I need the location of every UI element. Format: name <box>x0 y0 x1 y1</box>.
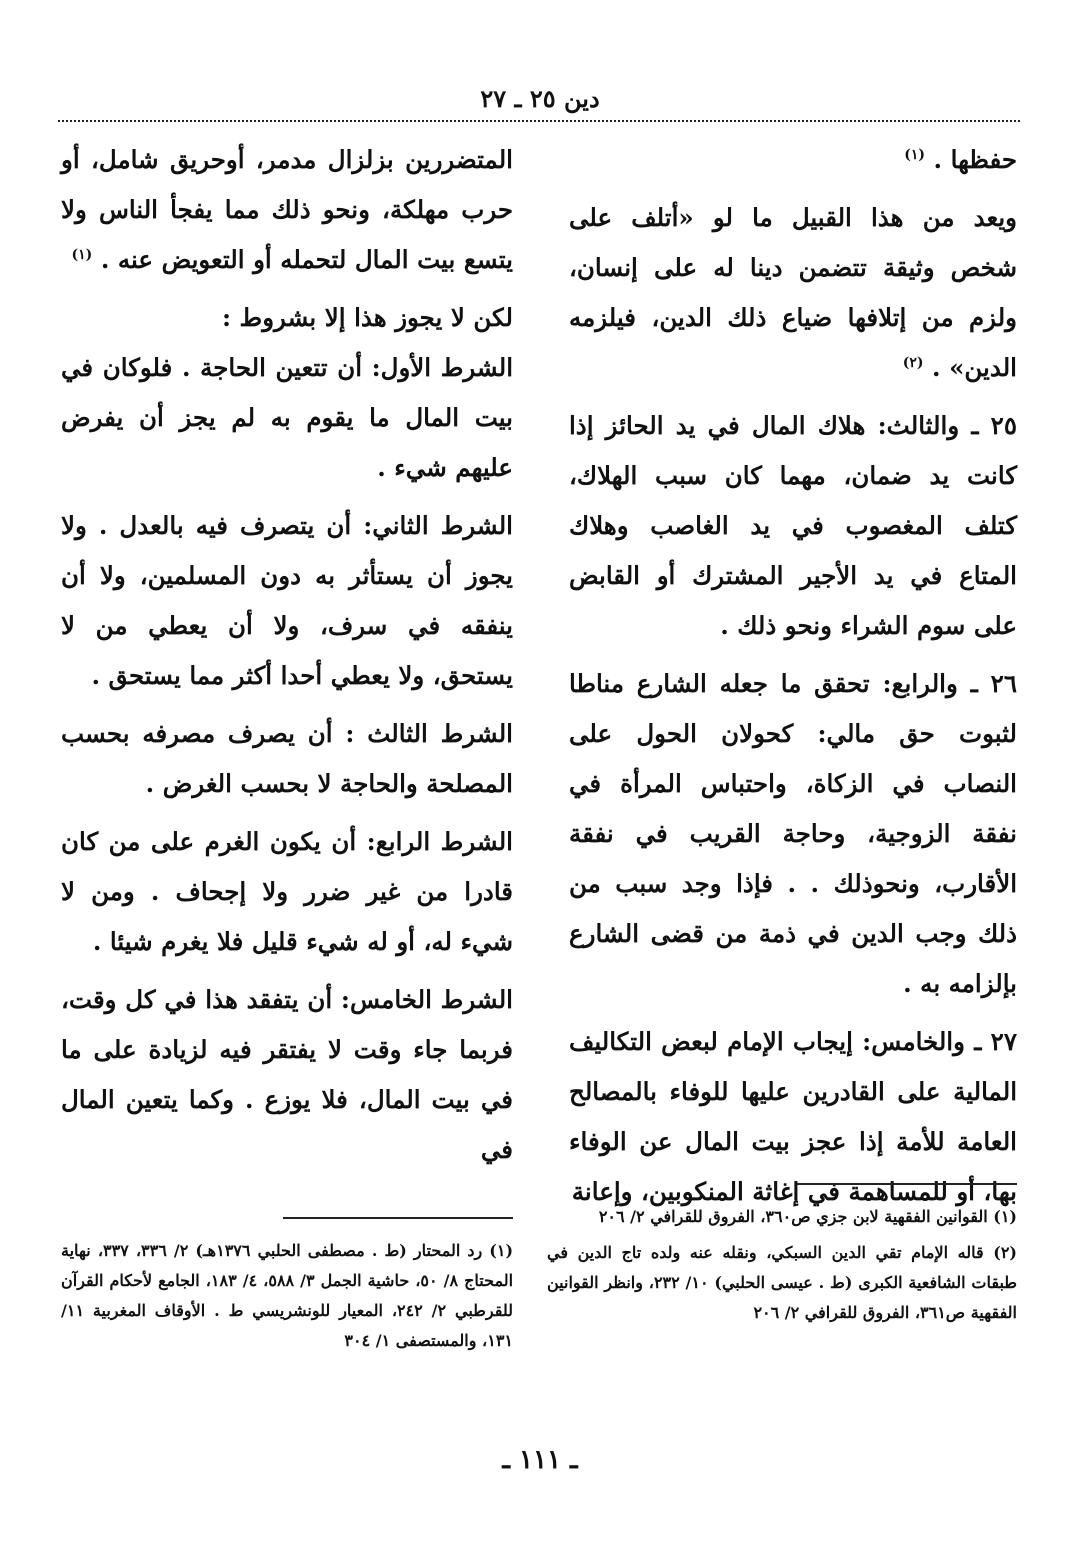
condition-5: الشرط الخامس: أن يتفقد هذا في كل وقت، فربما جاء وقت لا يفتقر فيه لزيادة على ما في بيت المال، فلا يوزع . وكما يتعين المال في <box>61 985 513 1164</box>
paragraph: ويعد من هذا القبيل ما لو «أتلف على شخص وثيقة تتضمن دينا له على إنسان، ولزم من إتلافها ضياع ذلك الدين، فيلزمه الدين» . $^{(٢)}$ <box>569 203 1017 382</box>
paragraph: حفظها . $^{(١)}$ <box>904 145 1017 174</box>
paragraph-25: ٢٥ ـ والثالث: هلاك المال في يد الحائز إذا كانت يد ضمان، مهما كان سبب الهلاك، كتلف المغصوب في يد الغاصب وهلاك المتاع في يد الأجير المشترك أو القابض على سوم الشراء ونحو ذلك . <box>569 411 1017 640</box>
paragraph: لكن لا يجوز هذا إلا بشروط : <box>221 303 513 332</box>
footnotes-right <box>547 1202 1017 1334</box>
page-number: ـ ١١١ ـ <box>502 1445 578 1475</box>
paragraph-27: ٢٧ ـ والخامس: إيجاب الإمام لبعض التكاليف المالية على القادرين عليها للوفاء بالمصالح العامة للأمة إذا عجز بيت المال عن الوفاء بها، أو للمساهمة في إغاثة المنكوبين، وإعانة <box>569 1027 1017 1206</box>
footnote-ref: (١) <box>71 246 93 263</box>
footnote-ref: (١) <box>904 146 926 163</box>
footnote: (١) القوانين الفقهية لابن جزي ص٣٦٠، الفروق للقرافي ٢/ ٢٠٦ <box>598 1207 1017 1226</box>
paragraph: المتضررين بزلزال مدمر، أوحريق شامل، أو حرب مهلكة، ونحو ذلك مما يفجأ الناس ولا يتسع بيت المال لتحمله أو التعويض عنه . $^{(١)}$ <box>61 145 513 274</box>
condition-4: الشرط الرابع: أن يكون الغرم على من كان قادرا من غير ضرر ولا إجحاف . ومن لا شيء له، أو له شيء قليل فلا يغرم شيئا . <box>61 827 513 956</box>
paragraph-26: ٢٦ ـ والرابع: تحقق ما جعله الشارع مناطا لثبوت حق مالي: كحولان الحول على النصاب في الزكاة، واحتباس المرأة في نفقة الزوجية، وحاجة القريب في نفقة الأقارب، ونحوذلك . . فإذا وجد سبب من ذلك وجب الدين في ذمة من قضى الشارع بإلزامه به . <box>569 669 1017 998</box>
condition-3: الشرط الثالث : أن يصرف مصرفه بحسب المصلحة والحاجة لا بحسب الغرض . <box>61 719 513 798</box>
condition-1: الشرط الأول: أن تتعين الحاجة . فلوكان في بيت المال ما يقوم به لم يجز أن يفرض عليهم شيء . <box>61 353 513 482</box>
condition-2: الشرط الثاني: أن يتصرف فيه بالعدل . ولا يجوز أن يستأثر به دون المسلمين، ولا أن ينفقه في سرف، ولا أن يعطي من لا يستحق، ولا يعطي أحدا أكثر مما يستحق . <box>61 511 513 690</box>
footnote: (٢) قاله الإمام تقي الدين السبكي، ونقله عنه ولده تاج الدين في طبقات الشافعية الكبرى (ط . عيسى الحلبي) ١٠/ ٢٣٢، وانظر القوانين الفقهية ص٣٦١، الفروق للقرافي ٢/ ٢٠٦ <box>547 1243 1018 1322</box>
right-column <box>569 135 1017 1217</box>
header-divider <box>58 120 1020 122</box>
footnote-divider <box>283 1217 513 1219</box>
footnote: (١) رد المحتار (ط . مصطفى الحلبي ١٣٧٦هـ) ٢/ ٣٣٦، ٣٣٧، نهاية المحتاج ٨/ ٥٠، حاشية الجمل ٣/ ٥٨٨، ٤/ ١٨٣، الجامع لأحكام القرآن للقرطبي ٢/ ٢٤٢، المعيار للونشريسي ط . الأوقاف المغربية ١١/ ١٣١، والمستصفى ١/ ٣٠٤ <box>61 1241 514 1350</box>
left-column <box>61 135 513 1175</box>
footnotes-left <box>61 1236 513 1362</box>
running-header: دين ٢٥ ـ ٢٧ <box>480 84 600 113</box>
footnote-ref: (٢) <box>902 354 924 371</box>
footnote-divider <box>797 1183 1017 1185</box>
